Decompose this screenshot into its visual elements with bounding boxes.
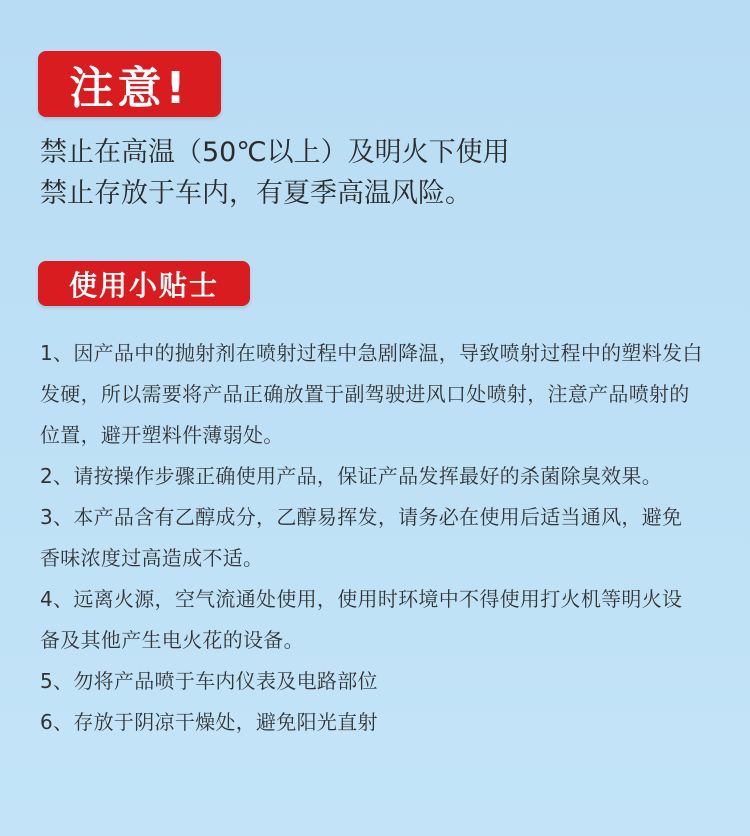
tip-line: 5、勿将产品喷于车内仪表及电路部位 — [40, 669, 378, 693]
tip-line: 香味浓度过高造成不适。 — [40, 546, 264, 570]
tip-line: 4、远离火源，空气流通处使用，使用时环境中不得使用打火机等明火设 — [40, 587, 683, 611]
tip-line: 2、请按操作步骤正确使用产品，保证产品发挥最好的杀菌除臭效果。 — [40, 464, 663, 488]
tip-line: 发硬，所以需要将产品正确放置于副驾驶进风口处喷射，注意产品喷射的 — [40, 382, 690, 406]
warning-badge-label: 注意! — [69, 63, 190, 114]
tips-list — [40, 333, 720, 743]
tip-line: 位置，避开塑料件薄弱处。 — [40, 423, 284, 447]
tips-badge — [38, 261, 250, 306]
warning-line-high-temperature: 禁止在高温（50℃以上）及明火下使用 — [40, 137, 510, 168]
tip-item-5 — [40, 661, 720, 702]
warning-text-block — [40, 132, 720, 214]
tip-line: 3、本产品含有乙醇成分，乙醇易挥发，请务必在使用后适当通风，避免 — [40, 505, 683, 529]
tip-item-2 — [40, 456, 720, 497]
tips-badge-label: 使用小贴士 — [68, 268, 219, 302]
tip-line: 备及其他产生电火花的设备。 — [40, 628, 304, 652]
tip-line: 6、存放于阴凉干燥处，避免阳光直射 — [40, 710, 378, 734]
tip-line: 1、因产品中的抛射剂在喷射过程中急剧降温，导致喷射过程中的塑料发白 — [40, 341, 703, 365]
tip-item-1 — [40, 333, 720, 456]
tip-item-3 — [40, 497, 720, 579]
warning-badge — [38, 51, 221, 117]
warning-line-car-storage: 禁止存放于车内，有夏季高温风险。 — [40, 178, 472, 209]
tip-item-4 — [40, 579, 720, 661]
tip-item-6 — [40, 702, 720, 743]
